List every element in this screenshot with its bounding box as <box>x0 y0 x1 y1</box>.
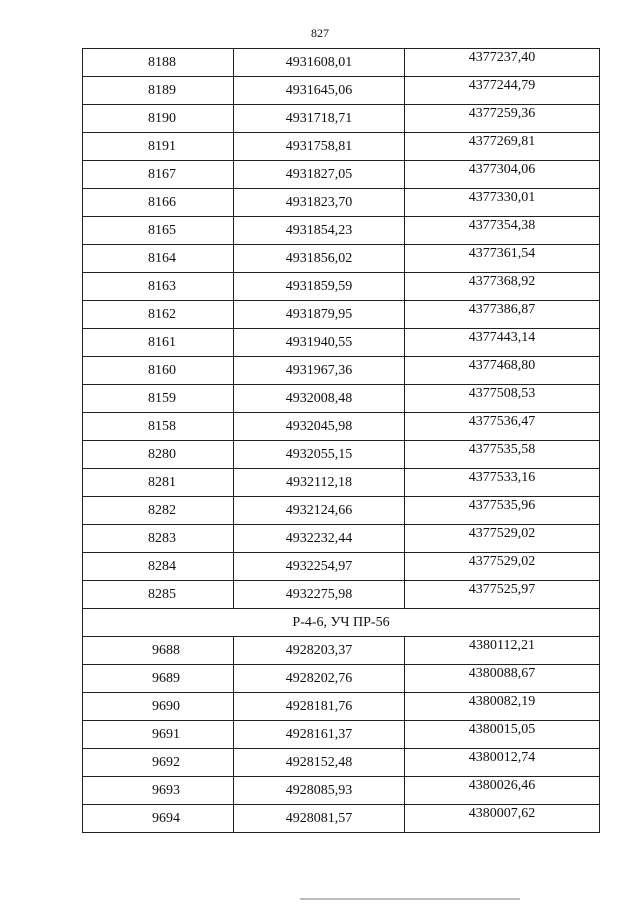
cell-text: 4931859,59 <box>285 278 353 294</box>
x-coordinate-cell <box>234 413 405 441</box>
y-coordinate-cell <box>405 301 600 329</box>
cell-text: 4928152,48 <box>285 754 353 770</box>
table-row <box>83 749 600 777</box>
cell-text: 4932055,15 <box>285 446 353 462</box>
point-number-cell <box>83 497 234 525</box>
point-number-cell <box>83 245 234 273</box>
table-row <box>83 693 600 721</box>
cell-text: 4380015,05 <box>468 721 536 737</box>
scan-artifact-line <box>300 898 520 900</box>
table-row <box>83 385 600 413</box>
cell-text: 4377269,81 <box>468 133 536 149</box>
table-row <box>83 189 600 217</box>
x-coordinate-cell <box>234 749 405 777</box>
cell-text: 4377536,47 <box>468 413 536 429</box>
cell-text: 4931854,23 <box>285 222 353 238</box>
point-number-cell <box>83 441 234 469</box>
y-coordinate-cell <box>405 329 600 357</box>
y-coordinate-cell <box>405 273 600 301</box>
x-coordinate-cell <box>234 357 405 385</box>
table-row <box>83 637 600 665</box>
cell-text: 4928181,76 <box>285 698 353 714</box>
point-number-cell <box>83 693 234 721</box>
point-number-cell <box>83 805 234 833</box>
cell-text: 4377259,36 <box>468 105 536 121</box>
cell-text: 4377508,53 <box>468 385 536 401</box>
cell-text: 4377529,02 <box>468 525 536 541</box>
y-coordinate-cell <box>405 777 600 805</box>
cell-text: 8282 <box>148 502 176 518</box>
point-number-cell <box>83 49 234 77</box>
y-coordinate-cell <box>405 497 600 525</box>
cell-text: 4377535,58 <box>468 441 536 457</box>
cell-text: 4377304,06 <box>468 161 536 177</box>
point-number-cell <box>83 273 234 301</box>
point-number-cell <box>83 581 234 609</box>
y-coordinate-cell <box>405 441 600 469</box>
cell-text: 8284 <box>148 558 176 574</box>
cell-text: 8162 <box>148 306 176 322</box>
cell-text: 4932008,48 <box>285 390 353 406</box>
point-number-cell <box>83 105 234 133</box>
cell-text: 4931718,71 <box>285 110 353 126</box>
table-row <box>83 77 600 105</box>
coordinates-table-body <box>83 49 600 833</box>
x-coordinate-cell <box>234 133 405 161</box>
y-coordinate-cell <box>405 525 600 553</box>
x-coordinate-cell <box>234 805 405 833</box>
x-coordinate-cell <box>234 441 405 469</box>
table-row <box>83 245 600 273</box>
x-coordinate-cell <box>234 525 405 553</box>
cell-text: 4931608,01 <box>285 54 353 70</box>
table-row <box>83 805 600 833</box>
cell-text: 4377368,92 <box>468 273 536 289</box>
table-row <box>83 301 600 329</box>
x-coordinate-cell <box>234 581 405 609</box>
cell-text: 4932124,66 <box>285 502 353 518</box>
table-row <box>83 357 600 385</box>
y-coordinate-cell <box>405 693 600 721</box>
y-coordinate-cell <box>405 161 600 189</box>
cell-text: 4928203,37 <box>285 642 353 658</box>
y-coordinate-cell <box>405 721 600 749</box>
section-header-row <box>83 609 600 637</box>
cell-text: 9688 <box>152 642 180 658</box>
cell-text: 4931823,70 <box>285 194 353 210</box>
table-row <box>83 469 600 497</box>
page-number: 827 <box>311 26 329 40</box>
cell-text: 4377443,14 <box>468 329 536 345</box>
table-row <box>83 497 600 525</box>
coordinates-table <box>82 48 600 833</box>
x-coordinate-cell <box>234 665 405 693</box>
point-number-cell <box>83 217 234 245</box>
cell-text: 8161 <box>148 334 176 350</box>
y-coordinate-cell <box>405 581 600 609</box>
cell-text: 4380112,21 <box>469 637 535 653</box>
point-number-cell <box>83 777 234 805</box>
cell-text: 4377533,16 <box>468 469 536 485</box>
table-row <box>83 413 600 441</box>
x-coordinate-cell <box>234 469 405 497</box>
cell-text: 4377244,79 <box>468 77 536 93</box>
cell-text: 8166 <box>148 194 176 210</box>
cell-text: 9692 <box>152 754 180 770</box>
x-coordinate-cell <box>234 385 405 413</box>
cell-text: 8167 <box>148 166 176 182</box>
cell-text: 4380082,19 <box>468 693 536 709</box>
cell-text: 4377386,87 <box>468 301 536 317</box>
cell-text: 4377330,01 <box>468 189 536 205</box>
cell-text: 4928081,57 <box>285 810 353 826</box>
cell-text: 4380088,67 <box>468 665 536 681</box>
y-coordinate-cell <box>405 217 600 245</box>
y-coordinate-cell <box>405 189 600 217</box>
point-number-cell <box>83 77 234 105</box>
table-row <box>83 161 600 189</box>
point-number-cell <box>83 469 234 497</box>
cell-text: 8189 <box>148 82 176 98</box>
table-row <box>83 133 600 161</box>
cell-text: 4931645,06 <box>285 82 353 98</box>
point-number-cell <box>83 385 234 413</box>
x-coordinate-cell <box>234 693 405 721</box>
y-coordinate-cell <box>405 749 600 777</box>
cell-text: 4931856,02 <box>285 250 353 266</box>
cell-text: 4932275,98 <box>285 586 353 602</box>
y-coordinate-cell <box>405 385 600 413</box>
x-coordinate-cell <box>234 77 405 105</box>
table-row <box>83 441 600 469</box>
x-coordinate-cell <box>234 273 405 301</box>
cell-text: 8280 <box>148 446 176 462</box>
table-row <box>83 49 600 77</box>
cell-text: 8283 <box>148 530 176 546</box>
cell-text: 4932254,97 <box>285 558 353 574</box>
cell-text: 8159 <box>148 390 176 406</box>
x-coordinate-cell <box>234 637 405 665</box>
x-coordinate-cell <box>234 105 405 133</box>
cell-text: 4932045,98 <box>285 418 353 434</box>
point-number-cell <box>83 189 234 217</box>
table-row <box>83 217 600 245</box>
cell-text: 4931940,55 <box>285 334 353 350</box>
x-coordinate-cell <box>234 245 405 273</box>
section-title: Р-4-6, УЧ ПР-56 <box>83 609 600 637</box>
y-coordinate-cell <box>405 637 600 665</box>
cell-text: 8165 <box>148 222 176 238</box>
point-number-cell <box>83 301 234 329</box>
cell-text: 4377529,02 <box>468 553 536 569</box>
table-row <box>83 553 600 581</box>
cell-text: 4377354,38 <box>468 217 536 233</box>
cell-text: 9690 <box>152 698 180 714</box>
y-coordinate-cell <box>405 245 600 273</box>
cell-text: 8158 <box>148 418 176 434</box>
point-number-cell <box>83 133 234 161</box>
x-coordinate-cell <box>234 329 405 357</box>
cell-text: 4377237,40 <box>468 49 536 65</box>
cell-text: 4377525,97 <box>468 581 536 597</box>
cell-text: 8285 <box>148 586 176 602</box>
y-coordinate-cell <box>405 805 600 833</box>
point-number-cell <box>83 637 234 665</box>
cell-text: 4377468,80 <box>468 357 536 373</box>
cell-text: 8160 <box>148 362 176 378</box>
cell-text: 8163 <box>148 278 176 294</box>
x-coordinate-cell <box>234 777 405 805</box>
y-coordinate-cell <box>405 133 600 161</box>
cell-text: 4932112,18 <box>286 474 352 490</box>
cell-text: 4931827,05 <box>285 166 353 182</box>
table-row <box>83 721 600 749</box>
cell-text: 9689 <box>152 670 180 686</box>
cell-text: 8164 <box>148 250 176 266</box>
table-row <box>83 665 600 693</box>
point-number-cell <box>83 553 234 581</box>
cell-text: 4928161,37 <box>285 726 353 742</box>
y-coordinate-cell <box>405 105 600 133</box>
point-number-cell <box>83 749 234 777</box>
y-coordinate-cell <box>405 469 600 497</box>
x-coordinate-cell <box>234 161 405 189</box>
cell-text: 4931758,81 <box>285 138 353 154</box>
cell-text: 9691 <box>152 726 180 742</box>
table-row <box>83 329 600 357</box>
table-row <box>83 581 600 609</box>
point-number-cell <box>83 357 234 385</box>
y-coordinate-cell <box>405 49 600 77</box>
cell-text: 4928085,93 <box>285 782 353 798</box>
point-number-cell <box>83 161 234 189</box>
cell-text: 8191 <box>148 138 176 154</box>
point-number-cell <box>83 665 234 693</box>
point-number-cell <box>83 525 234 553</box>
cell-text: 4380007,62 <box>468 805 536 821</box>
cell-text: 4931967,36 <box>285 362 353 378</box>
cell-text: 4928202,76 <box>285 670 353 686</box>
y-coordinate-cell <box>405 553 600 581</box>
x-coordinate-cell <box>234 301 405 329</box>
y-coordinate-cell <box>405 665 600 693</box>
cell-text: 9693 <box>152 782 180 798</box>
cell-text: 4377535,96 <box>468 497 536 513</box>
cell-text: 9694 <box>152 810 180 826</box>
y-coordinate-cell <box>405 77 600 105</box>
cell-text: 4380026,46 <box>468 777 536 793</box>
table-row <box>83 105 600 133</box>
y-coordinate-cell <box>405 357 600 385</box>
x-coordinate-cell <box>234 49 405 77</box>
x-coordinate-cell <box>234 189 405 217</box>
point-number-cell <box>83 721 234 749</box>
cell-text: 4932232,44 <box>285 530 353 546</box>
x-coordinate-cell <box>234 217 405 245</box>
cell-text: 8190 <box>148 110 176 126</box>
x-coordinate-cell <box>234 553 405 581</box>
point-number-cell <box>83 329 234 357</box>
table-row <box>83 777 600 805</box>
x-coordinate-cell <box>234 497 405 525</box>
cell-text: 4380012,74 <box>468 749 536 765</box>
x-coordinate-cell <box>234 721 405 749</box>
table-row <box>83 525 600 553</box>
cell-text: 8188 <box>148 54 176 70</box>
point-number-cell <box>83 413 234 441</box>
table-row <box>83 273 600 301</box>
cell-text: 8281 <box>148 474 176 490</box>
y-coordinate-cell <box>405 413 600 441</box>
cell-text: 4931879,95 <box>285 306 353 322</box>
cell-text: 4377361,54 <box>468 245 536 261</box>
